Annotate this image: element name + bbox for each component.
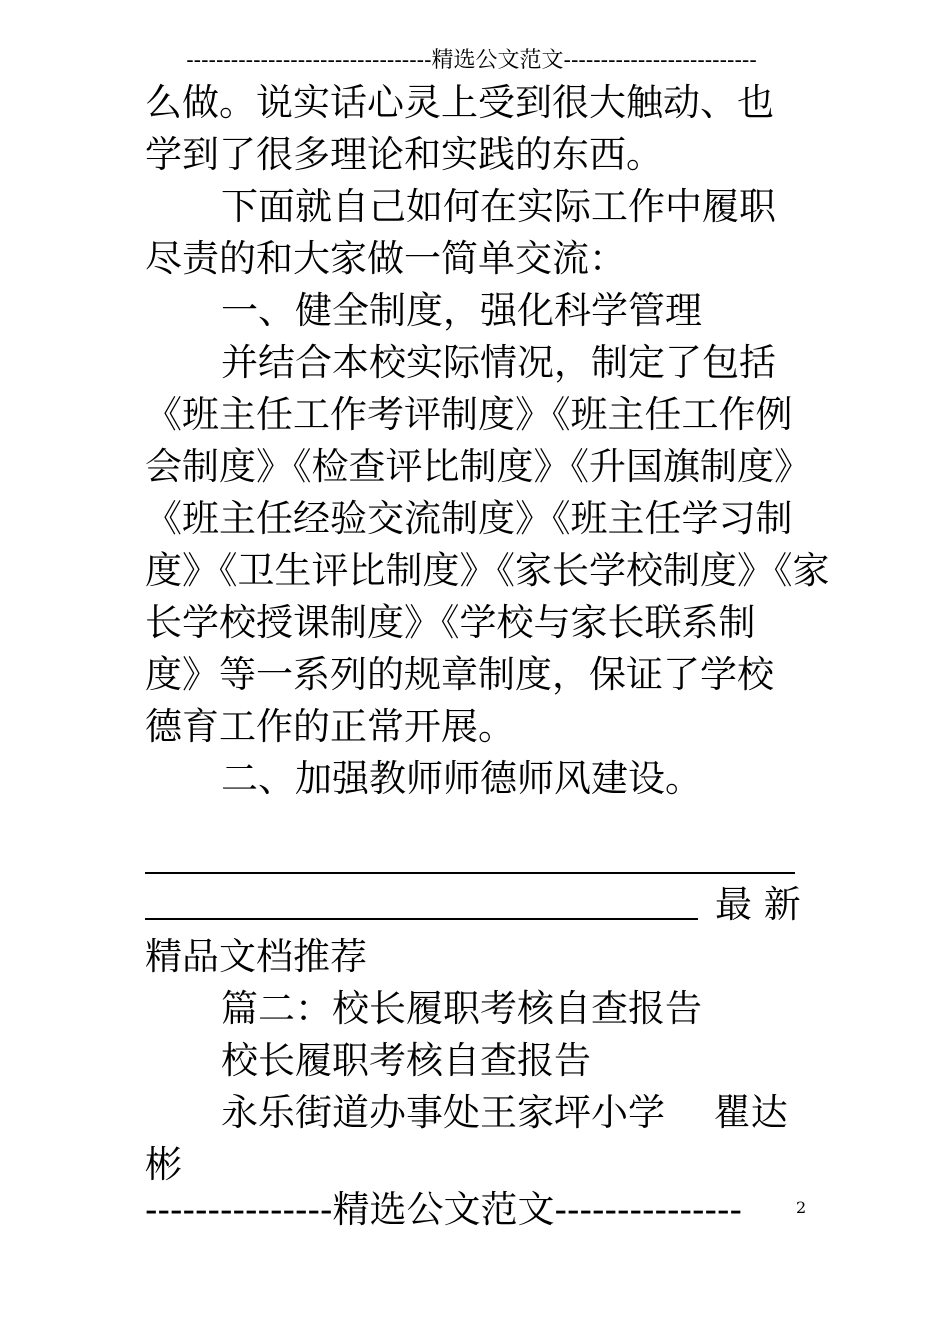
author-line-continued: 彬 [145,1143,182,1186]
page-number: 2 [796,1198,807,1217]
body-line: 度》等一系列的规章制度，保证了学校 [145,653,774,696]
body-line: 学到了很多理论和实践的东西。 [145,133,663,176]
body-line: 会制度》《检查评比制度》《升国旗制度》 [145,445,811,488]
article-subtitle: 校长履职考核自查报告 [221,1039,591,1082]
section-heading: 二、加强教师师德师风建设。 [221,757,702,800]
page-header: ---------------------------------精选公文范文-------------------------- [186,48,757,73]
recommend-label: 最 新 [715,883,801,926]
body-line: 《班主任工作考评制度》《班主任工作例 [145,393,793,436]
body-line: 《班主任经验交流制度》《班主任学习制 [145,497,793,540]
section-heading: 一、健全制度，强化科学管理 [221,289,702,332]
author-line: 永乐街道办事处王家坪小学 瞿达 [221,1091,788,1134]
page-footer: ---------------精选公文范文--------------- [145,1188,743,1231]
article-title: 篇二：校长履职考核自查报告 [221,987,702,1030]
recommend-section [145,880,810,1186]
body-line: 么做。说实话心灵上受到很大触动、也 [145,81,774,124]
body-line: 下面就自己如何在实际工作中履职 [221,185,776,228]
body-line: 长学校授课制度》《学校与家长联系制 [145,601,756,644]
body-line: 度》《卫生评比制度》《家长学校制度》《家 [145,549,830,592]
recommend-label-continued: 精品文档推荐 [145,935,367,978]
body-line: 尽责的和大家做一简单交流： [145,237,626,280]
body-line: 并结合本校实际情况，制定了包括 [221,341,776,384]
body-line: 德育工作的正常开展。 [145,705,515,748]
divider-line [145,872,795,874]
document-body [145,78,830,800]
